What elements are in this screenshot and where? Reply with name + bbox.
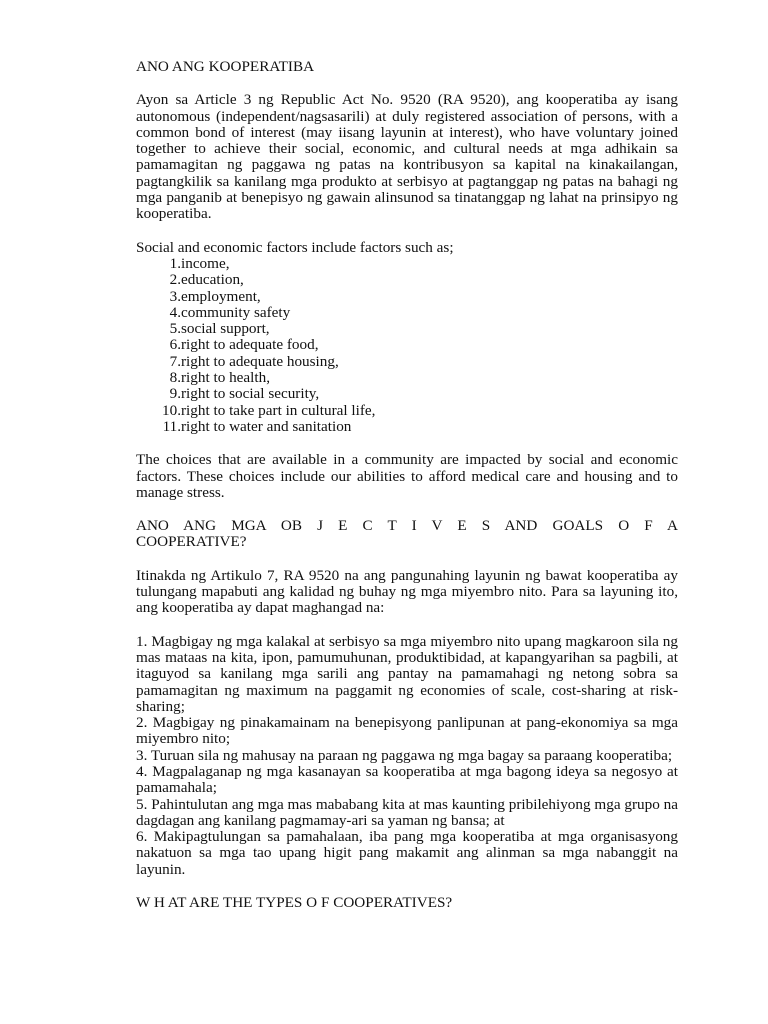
list-number: 1. bbox=[169, 254, 181, 272]
list-number: 11. bbox=[162, 417, 181, 435]
list-text: employment, bbox=[181, 287, 261, 305]
objective-item: 2. Magbigay ng pinakamainam na benepisyong panlipunan at pang-ekonomiya sa mga miyembro nito; bbox=[136, 714, 678, 748]
objective-item: 4. Magpalaganap ng mga kasanayan sa kooperatiba at mga bagong ideya sa negosyo at pamamahala; bbox=[136, 762, 678, 797]
objective-item: 1. Magbigay ng mga kalakal at serbisyo sa mga miyembro nito upang magkaroon sila ng mas mataas na kita, ipon, pamumuhunan, produktibidad, at kapangyarihan sa pagbili, at itaguyod sa kanilang mga sarili ang pantay na pamamahagi ng netong sobra sa pamamagitan ng maximum na paggamit ng economies of scale, cost-sharing at risk-sharing; bbox=[136, 632, 678, 715]
list-text: right to social security, bbox=[181, 385, 320, 403]
list-number: 2. bbox=[169, 271, 181, 289]
list-text: education, bbox=[181, 271, 244, 289]
list-number: 4. bbox=[169, 303, 181, 321]
list-number: 6. bbox=[169, 336, 181, 354]
list-item bbox=[136, 289, 678, 305]
heading-ano-ang-kooperatiba: ANO ANG KOOPERATIBA bbox=[136, 58, 315, 75]
list-item bbox=[136, 337, 678, 353]
list-item bbox=[136, 370, 678, 386]
list-item bbox=[136, 256, 678, 272]
objective-item: 5. Pahintulutan ang mga mas mababang kita at mas kaunting pribilehiyong mga grupo na dagdagan ang kanilang pagmamay-ari sa yaman ng bansa; at bbox=[136, 795, 678, 829]
list-item bbox=[136, 386, 678, 402]
list-number: 5. bbox=[169, 320, 181, 338]
list-item bbox=[136, 321, 678, 337]
list-item bbox=[136, 403, 678, 419]
list-text: right to health, bbox=[181, 369, 270, 387]
objective-item: 3. Turuan sila ng mahusay na paraan ng paggawa ng mga bagay sa paraang kooperatiba; bbox=[136, 746, 673, 764]
document-body bbox=[136, 59, 678, 911]
heading-objectives-line1: ANO ANG MGA OB J E C T I V E S AND GOALS O F A bbox=[136, 517, 678, 535]
list-text: social support, bbox=[181, 320, 270, 338]
list-item bbox=[136, 419, 678, 435]
list-text: right to adequate food, bbox=[181, 336, 319, 354]
objective-item: 6. Makipagtulungan sa pamahalaan, iba pang mga kooperatiba at mga organisasyong nakatuon sa mga tao upang higit pang makamit ang alinman sa mga nabanggit na layunin. bbox=[136, 828, 678, 878]
factors-intro: Social and economic factors include factors such as; bbox=[136, 238, 454, 256]
list-text: right to water and sanitation bbox=[181, 417, 352, 435]
heading-types-of-cooperatives: W H AT ARE THE TYPES O F COOPERATIVES? bbox=[136, 894, 453, 912]
list-number: 3. bbox=[169, 287, 181, 305]
list-text: right to take part in cultural life, bbox=[181, 401, 376, 419]
heading-objectives bbox=[136, 518, 678, 551]
objectives-list bbox=[136, 634, 678, 878]
list-text: income, bbox=[181, 254, 230, 272]
heading-objectives-line2: COOPERATIVE? bbox=[136, 533, 247, 551]
list-number: 7. bbox=[169, 352, 181, 370]
list-text: right to adequate housing, bbox=[181, 352, 339, 370]
choices-paragraph: The choices that are available in a community are impacted by social and economic factors. These choices include our abilities to afford medical care and housing and to manage stress. bbox=[136, 451, 678, 501]
list-number: 9. bbox=[169, 385, 181, 403]
list-number: 8. bbox=[169, 369, 181, 387]
definition-paragraph: Ayon sa Article 3 ng Republic Act No. 9520 (RA 9520), ang kooperatiba ay isang autonomous (independent/nagsasarili) at duly registered association of persons, with a common bond of interest (may iisang layunin at interest), who have voluntary joined together to achieve their social, economic, and cultural needs at mga adhikain sa pamamagitan ng paggawa ng patas na kontribusyon sa kapital na kinakailangan, pagtangkilik sa kanilang mga produkto at serbisyo at pagtanggap ng patas na bahagi ng mga panganib at benepisyo ng gawain alinsunod sa tinatanggap ng lahat na prinsipyo ng kooperatiba. bbox=[136, 91, 678, 223]
list-text: community safety bbox=[181, 303, 291, 321]
factors-list bbox=[136, 256, 678, 435]
list-item bbox=[136, 272, 678, 288]
list-item bbox=[136, 354, 678, 370]
list-number: 10. bbox=[162, 401, 181, 419]
article7-paragraph: Itinakda ng Artikulo 7, RA 9520 na ang pangunahing layunin ng bawat kooperatiba ay tulungang mapabuti ang kalidad ng buhay ng mga miyembro nito. Para sa layuning ito, ang kooperatiba ay dapat maghangad na: bbox=[136, 566, 678, 617]
list-item bbox=[136, 305, 678, 321]
